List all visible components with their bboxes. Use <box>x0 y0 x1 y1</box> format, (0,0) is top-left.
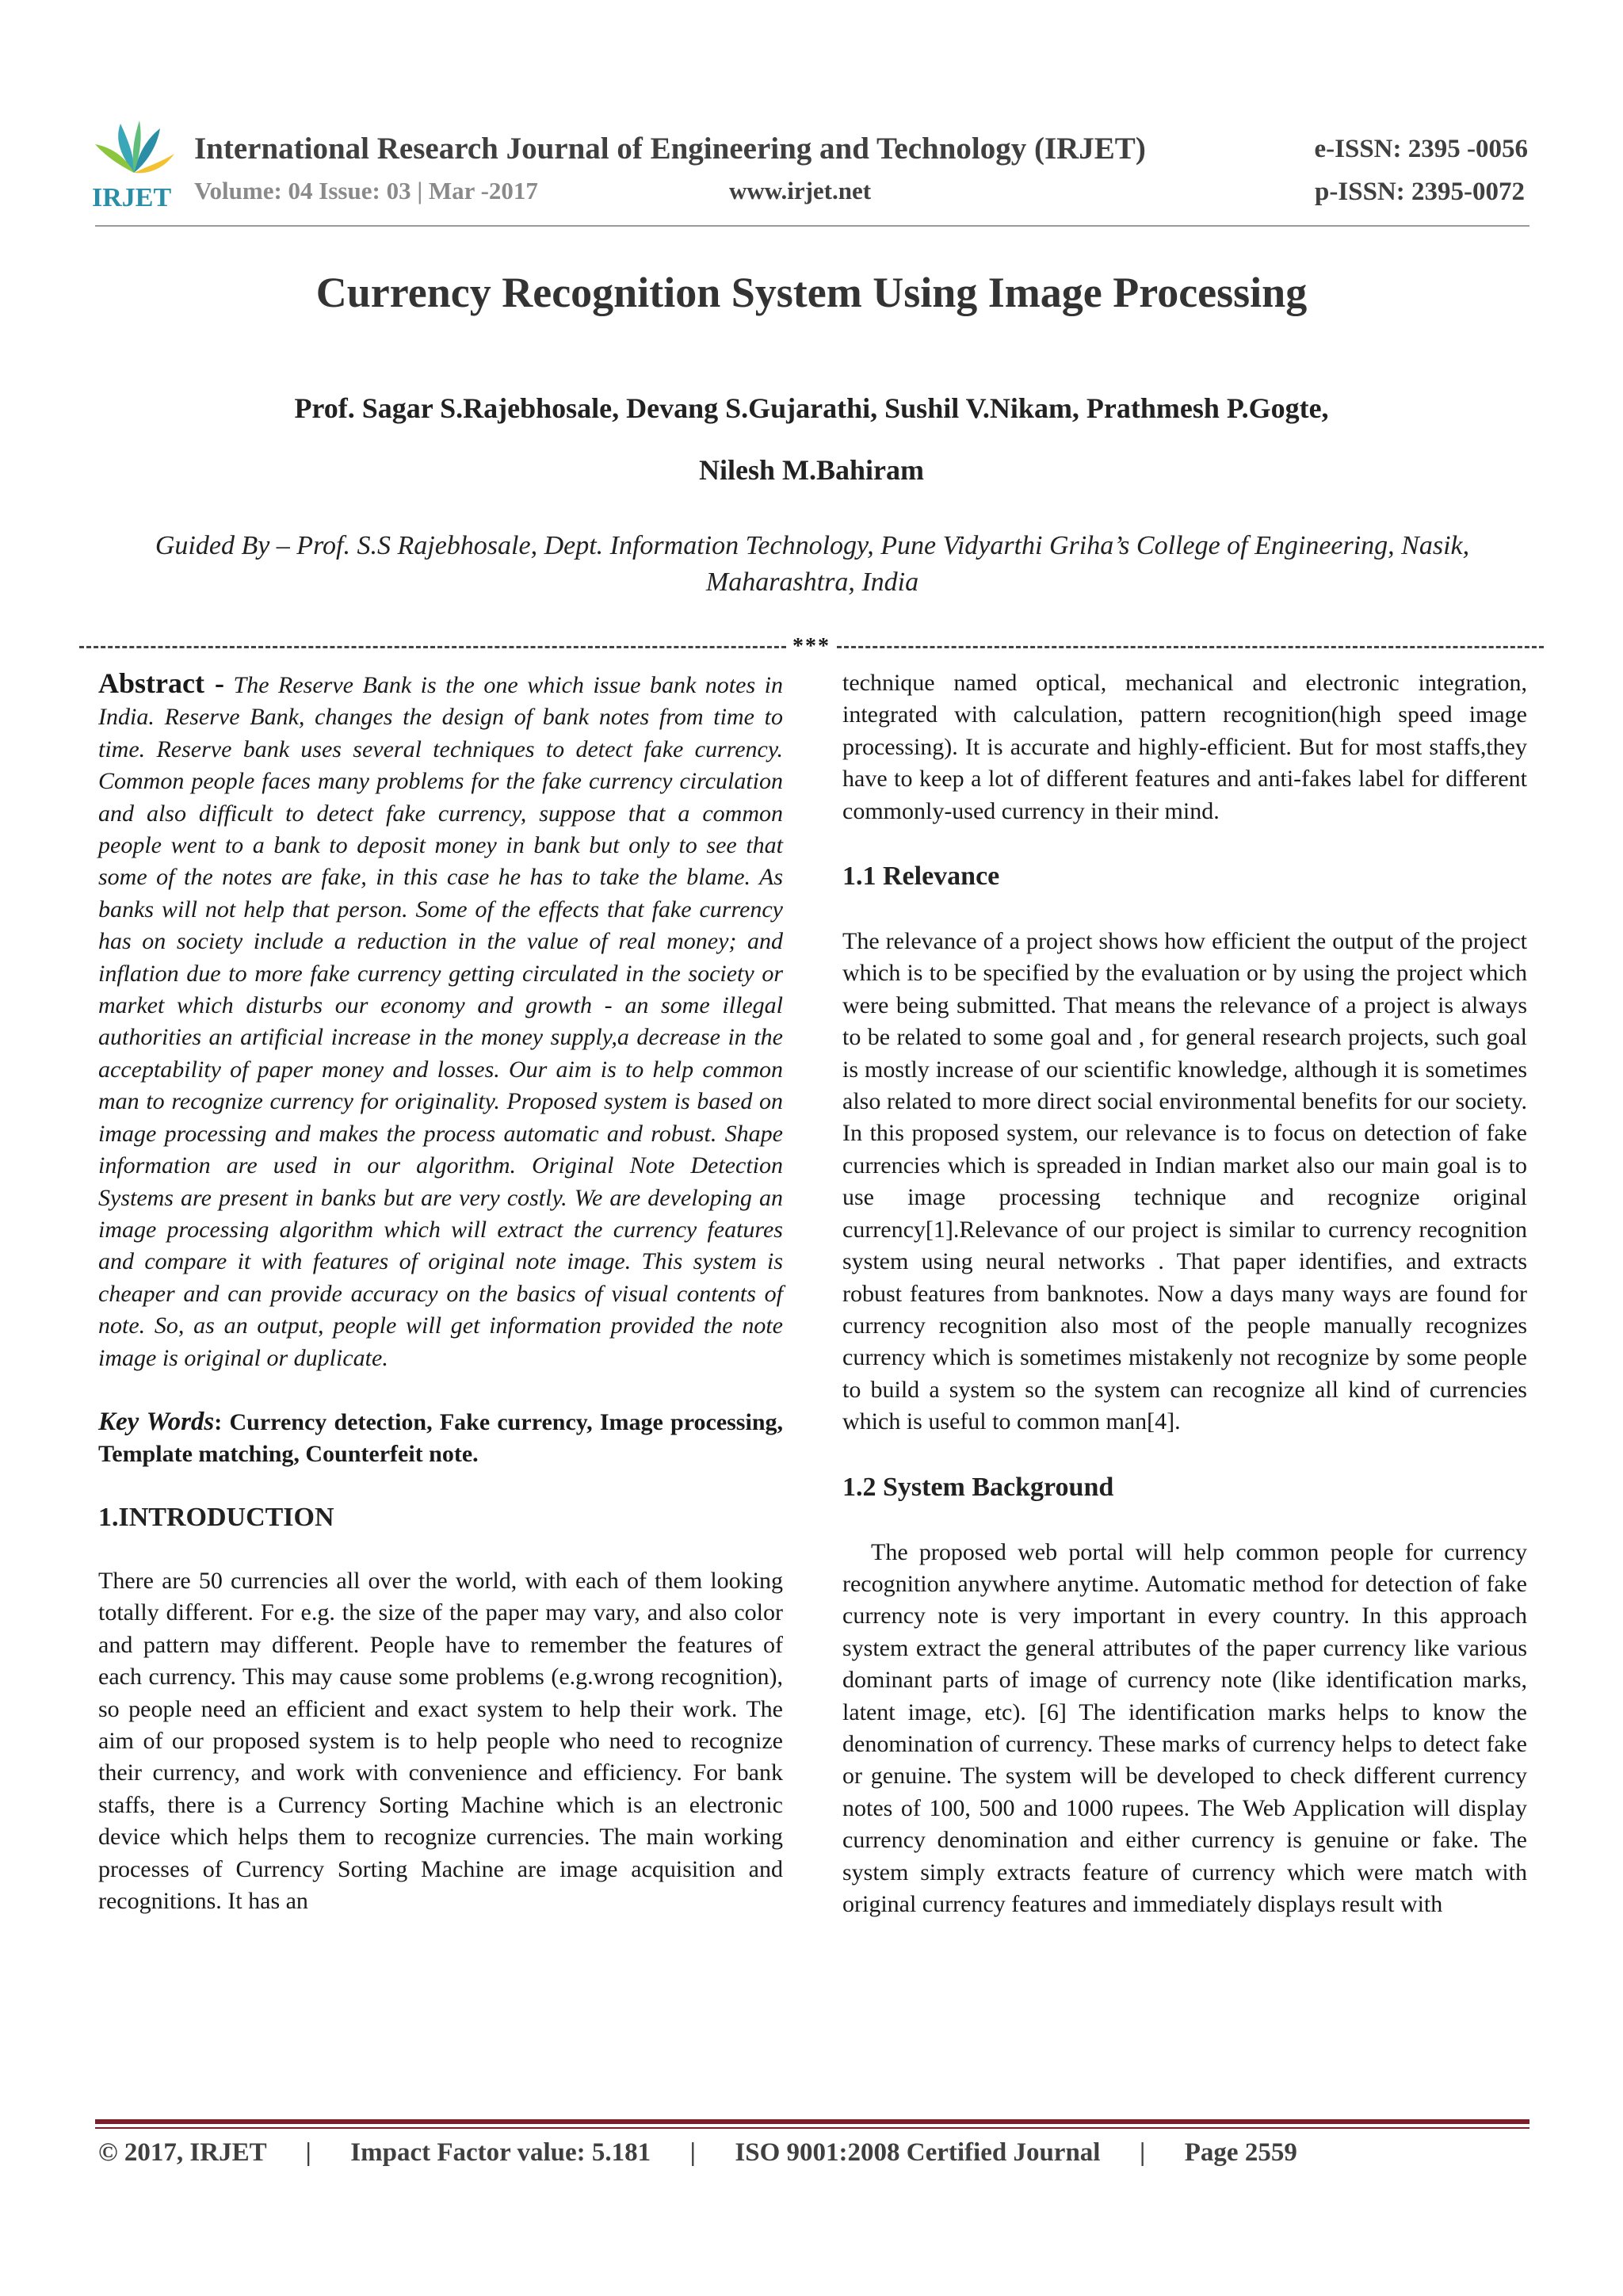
footer-iso: ISO 9001:2008 Certified Journal <box>735 2138 1101 2167</box>
journal-website[interactable]: www.irjet.net <box>729 177 872 204</box>
footer-rule-thick <box>95 2119 1529 2124</box>
footer-impact-factor: Impact Factor value: 5.181 <box>350 2138 651 2167</box>
affiliation: Guided By – Prof. S.S Rajebhosale, Dept. Information Technology, Pune Vidyarthi Griha’s College of Engineering, Nasik, Maharashtra, India <box>155 531 1470 597</box>
introduction-text: There are 50 currencies all over the world, with each of them looking totally different. For e.g. the size of the paper may vary, and also color and pattern may different. People have to remember the features of each currency. This may cause some problems (e.g.wrong recognition), so people need an efficient and exact system to help their work. The aim of our proposed system is to help people who need to recognize their currency, and work with convenience and efficiency. For bank staffs, there is a Currency Sorting Machine which is an electronic device which helps them to recognize currencies. The main working processes of Currency Sorting Machine are image acquisition and recognitions. It has an <box>98 1567 783 1914</box>
journal-title: International Research Journal of Engineering and Technology (IRJET) <box>194 132 1146 166</box>
footer-copyright: © 2017, IRJET <box>98 2138 267 2167</box>
volume-issue: Volume: 04 Issue: 03 | Mar -2017 <box>194 177 538 204</box>
background-text: The proposed web portal will help common people for currency recognition anywhere anytime. Automatic method for detection of fake currency note is very important in every country. In this approach system extract the general attributes of the paper currency like various dominant parts of image of currency note (like identification marks, latent image, etc). [6] The identification marks helps to know the denomination of currency. These marks of currency helps to detect fake or genuine. The system will be developed to check different currency notes of 100, 500 and 1000 rupees. The Web Application will display currency denomination and either currency is genuine or fake. The system simply extracts feature of currency which were match with original currency features and immediately displays result with <box>842 1538 1527 1917</box>
author-list <box>0 377 1623 501</box>
keywords: Key Words: Currency detection, Fake currency, Image processing, Template matching, Counterfeit note. <box>98 1407 784 1467</box>
introduction-continued: technique named optical, mechanical and electronic integration, integrated with calculation, pattern recognition(high speed image processing). It is accurate and highly-efficient. But for most staffs,they have to keep a lot of different features and anti-fakes label for different commonly-used currency in their mind. <box>842 670 1527 824</box>
relevance-heading: 1.1 Relevance <box>842 861 1000 892</box>
footer: © 2017, IRJET | Impact Factor value: 5.181 | ISO 9001:2008 Certified Journal | Page 2559 <box>98 2138 1297 2167</box>
abstract-heading: Abstract - <box>98 667 224 699</box>
irjet-logo <box>90 117 178 211</box>
logo-text: IRJET <box>92 183 172 211</box>
left-column <box>98 667 783 1917</box>
background-heading: 1.2 System Background <box>842 1472 1114 1502</box>
header-divider <box>95 225 1529 227</box>
keywords-text: Currency detection, Fake currency, Image processing, Template matching, Counterfeit note. <box>98 1408 784 1467</box>
footer-page-number: Page 2559 <box>1184 2138 1297 2167</box>
authors-line-2: Nilesh M.Bahiram <box>699 454 924 486</box>
p-issn: p-ISSN: 2395-0072 <box>1315 178 1525 206</box>
abstract <box>98 667 783 1374</box>
introduction-heading: 1.INTRODUCTION <box>98 1502 334 1532</box>
section-separator <box>79 631 1544 663</box>
right-column <box>842 667 1527 1920</box>
authors-line-1: Prof. Sagar S.Rajebhosale, Devang S.Gujarathi, Sushil V.Nikam, Prathmesh P.Gogte, <box>294 392 1329 424</box>
relevance-text: The relevance of a project shows how efficient the output of the project which is to be specified by the evaluation or by using the project which were being submitted. That means the relevance of a project is always to be related to some goal and , for general research projects, such goal is mostly increase of our scientific knowledge, although it is sometimes also related to more direct social environmental benefits for our society. In this proposed system, our relevance is to focus on detection of fake currencies which is spreaded in Indian market also our main goal is to use image processing technique and recognize original currency[1].Relevance of our project is similar to currency recognition system using neural networks . That paper identifies, and extracts robust features from banknotes. Now a days many ways are found for currency recognition also most of the people manually recognizes currency which is sometimes mistakenly not recognize by some people to build a system so the system can recognize all kind of currencies which is useful to common man[4]. <box>842 928 1527 1435</box>
keywords-heading: Key Words <box>98 1407 215 1436</box>
e-issn: e-ISSN: 2395 -0056 <box>1314 135 1528 163</box>
separator-stars: *** <box>792 634 831 659</box>
footer-rule-thin <box>95 2127 1529 2129</box>
abstract-text: The Reserve Bank is the one which issue bank notes in India. Reserve Bank, changes the design of bank notes from time to time. Reserve bank uses several techniques to detect fake currency. Common people faces many problems for the fake currency circulation and also difficult to detect fake currency, suppose that a common people went to a bank to deposit money in bank but only to see that some of the notes are fake, in this case he has to take the blame. As banks will not help that person. Some of the effects that fake currency has on society include a reduction in the value of real money; and inflation due to more fake currency getting circulated in the society or market which disturbs our economy and growth - an some illegal authorities an artificial increase in the money supply,a decrease in the acceptability of paper money and losses. Our aim is to help common man to recognize currency for originality. Proposed system is based on image processing and makes the process automatic and robust. Shape information are used in our algorithm. Original Note Detection Systems are present in banks but are very costly. We are developing an image processing algorithm which will extract the currency features and compare it with features of original note image. This system is cheaper and can provide accuracy on the basics of visual contents of note. So, as an output, people will get information provided the note image is original or duplicate. <box>98 672 783 1371</box>
paper-title: Currency Recognition System Using Image Processing <box>315 269 1308 316</box>
